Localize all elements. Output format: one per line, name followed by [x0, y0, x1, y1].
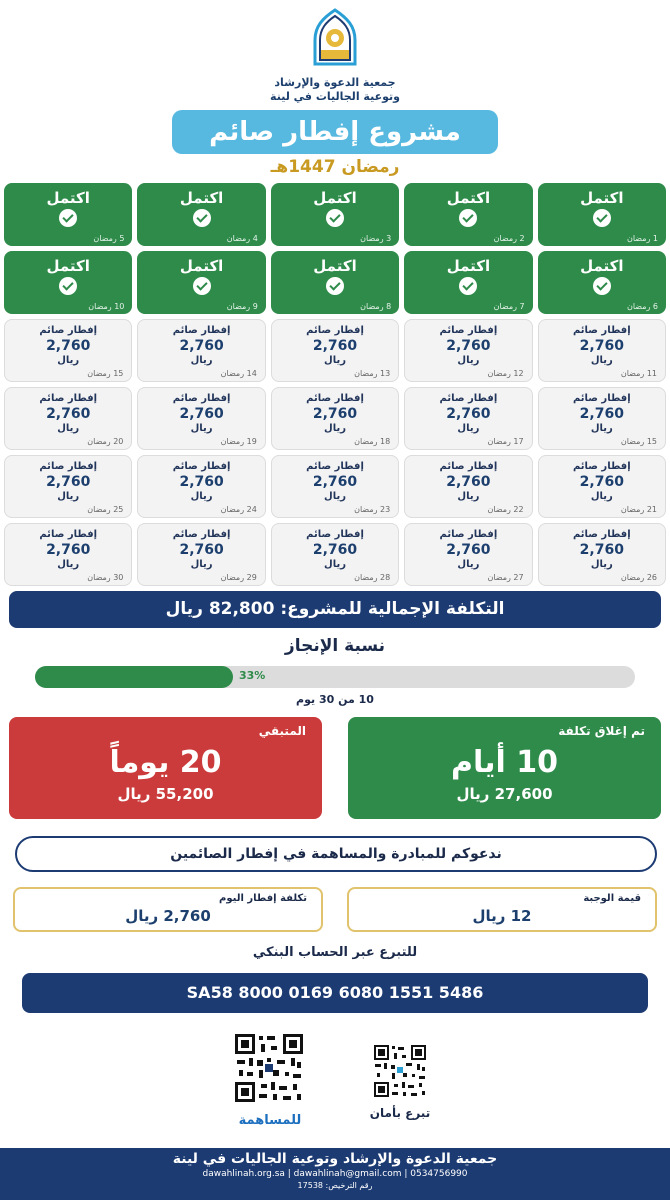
currency-label: ريال — [457, 559, 480, 570]
progress-percent: 33% — [239, 669, 266, 682]
iftar-label: إفطار صائم — [172, 461, 231, 472]
day-cell — [271, 387, 399, 450]
daily-cost-box — [13, 887, 323, 932]
iftar-label: إفطار صائم — [439, 461, 498, 472]
currency-label: ريال — [57, 355, 80, 366]
day-label: 14 رمضان — [220, 369, 257, 378]
day-label: 20 رمضان — [87, 437, 124, 446]
day-cell — [404, 183, 532, 246]
day-price: 2,760 — [446, 406, 491, 422]
day-label: 12 رمضان — [487, 369, 524, 378]
iftar-label: إفطار صائم — [572, 325, 631, 336]
iftar-label: إفطار صائم — [572, 461, 631, 472]
iftar-label: إفطار صائم — [306, 529, 364, 540]
meal-value-box — [347, 887, 657, 932]
done-label: اكتمل — [446, 257, 491, 275]
day-label: 2 رمضان — [493, 234, 525, 243]
meal-value: 12 ريال — [472, 907, 532, 925]
day-cell — [538, 455, 666, 518]
day-cell — [404, 455, 532, 518]
currency-label: ريال — [324, 559, 346, 570]
checkmark-icon — [326, 209, 344, 227]
day-price: 2,760 — [179, 542, 224, 558]
done-label: اكتمل — [313, 257, 357, 275]
checkmark-icon — [459, 277, 477, 295]
day-label: 8 رمضان — [360, 302, 392, 311]
day-cell — [538, 319, 666, 382]
day-cell — [538, 183, 666, 246]
mosque-logo-icon — [305, 8, 365, 68]
contribute-qr-code[interactable] — [233, 1032, 305, 1104]
day-label: 27 رمضان — [487, 573, 524, 582]
day-cell — [4, 455, 132, 518]
day-cell — [4, 387, 132, 450]
remaining-days-card — [9, 717, 322, 819]
iftar-label: إفطار صائم — [572, 393, 631, 404]
day-label: 19 رمضان — [220, 437, 257, 446]
day-cell — [4, 319, 132, 382]
checkmark-icon — [59, 209, 77, 227]
day-label: 25 رمضان — [87, 505, 124, 514]
checkmark-icon — [593, 277, 611, 295]
day-label: 22 رمضان — [487, 505, 524, 514]
day-price: 2,760 — [312, 406, 358, 422]
day-cell — [404, 319, 532, 382]
meal-label: قيمة الوجبة — [583, 893, 641, 904]
day-label: 23 رمضان — [354, 505, 391, 514]
day-cell — [271, 319, 399, 382]
currency-label: ريال — [190, 355, 213, 366]
currency-label: ريال — [457, 355, 480, 366]
currency-label: ريال — [324, 491, 346, 502]
days-grid — [4, 183, 666, 586]
day-label: 21 رمضان — [620, 505, 657, 514]
iftar-label: إفطار صائم — [172, 529, 231, 540]
day-cell — [137, 319, 265, 382]
day-cell — [538, 251, 666, 314]
daily-value: 2,760 ريال — [125, 907, 211, 925]
iftar-label: إفطار صائم — [439, 393, 498, 404]
currency-label: ريال — [324, 423, 346, 434]
iftar-label: إفطار صائم — [39, 325, 98, 336]
checkmark-icon — [193, 277, 211, 295]
iftar-label: إفطار صائم — [172, 325, 231, 336]
day-cell — [137, 251, 265, 314]
day-cell — [271, 455, 399, 518]
day-label: 13 رمضان — [354, 369, 391, 378]
day-label: 11 رمضان — [620, 369, 657, 378]
day-cell — [271, 183, 399, 246]
closed-amount: 27,600 ريال — [456, 785, 553, 803]
progress-sub: 10 من 30 يوم — [296, 693, 374, 706]
day-label: 10 رمضان — [88, 302, 125, 311]
day-cell — [271, 251, 399, 314]
currency-label: ريال — [190, 491, 213, 502]
day-cell — [4, 523, 132, 586]
checkmark-icon — [59, 277, 77, 295]
done-label: اكتمل — [446, 189, 491, 207]
currency-label: ريال — [590, 491, 613, 502]
day-cell — [137, 387, 265, 450]
daily-label: تكلفة إفطار اليوم — [219, 893, 307, 904]
day-label: 3 رمضان — [360, 234, 392, 243]
iftar-label: إفطار صائم — [39, 529, 98, 540]
day-cell — [404, 523, 532, 586]
day-label: 5 رمضان — [93, 234, 125, 243]
day-cell — [4, 251, 132, 314]
iftar-label: إفطار صائم — [306, 393, 364, 404]
day-price: 2,760 — [46, 542, 91, 558]
iftar-label: إفطار صائم — [39, 393, 98, 404]
iftar-label: إفطار صائم — [172, 393, 231, 404]
done-label: اكتمل — [46, 257, 90, 275]
checkmark-icon — [459, 209, 477, 227]
iftar-label: إفطار صائم — [39, 461, 98, 472]
iftar-label: إفطار صائم — [572, 529, 631, 540]
checkmark-icon — [193, 209, 211, 227]
iftar-label: إفطار صائم — [306, 461, 364, 472]
day-price: 2,760 — [446, 474, 491, 490]
day-price: 2,760 — [46, 338, 91, 354]
day-label: 9 رمضان — [226, 302, 258, 311]
closed-days-card — [348, 717, 661, 819]
day-cell — [404, 251, 532, 314]
day-cell — [137, 183, 265, 246]
day-price: 2,760 — [179, 338, 224, 354]
day-price: 2,760 — [46, 406, 91, 422]
day-price: 2,760 — [579, 542, 624, 558]
iftar-label: إفطار صائم — [439, 529, 498, 540]
closed-label: تم إغلاق تكلفة — [558, 724, 645, 738]
checkmark-icon — [326, 277, 344, 295]
day-cell — [137, 523, 265, 586]
currency-label: ريال — [324, 355, 346, 366]
page-title: مشروع إفطار صائم — [172, 110, 498, 154]
bank-label: للتبرع عبر الحساب البنكي — [252, 945, 418, 960]
remaining-days: 20 يوماً — [109, 745, 222, 780]
done-label: اكتمل — [580, 189, 624, 207]
closed-days: 10 أيام — [451, 745, 558, 780]
day-label: 28 رمضان — [354, 573, 391, 582]
day-cell — [4, 183, 132, 246]
iftar-label: إفطار صائم — [439, 325, 498, 336]
day-price: 2,760 — [312, 338, 358, 354]
day-label: 4 رمضان — [226, 234, 258, 243]
currency-label: ريال — [590, 559, 613, 570]
done-label: اكتمل — [179, 189, 224, 207]
currency-label: ريال — [590, 355, 613, 366]
currency-label: ريال — [57, 559, 80, 570]
safe-donation-label: تبرع بأمان — [369, 1106, 431, 1120]
day-price: 2,760 — [579, 474, 624, 490]
day-label: 24 رمضان — [220, 505, 257, 514]
day-label: 6 رمضان — [626, 302, 658, 311]
invitation-banner: ندعوكم للمبادرة والمساهمة في إفطار الصائمين — [15, 836, 657, 872]
progress-title: نسبة الإنجاز — [284, 636, 386, 656]
day-label: 17 رمضان — [487, 437, 524, 446]
currency-label: ريال — [57, 423, 80, 434]
day-cell — [271, 523, 399, 586]
day-label: 29 رمضان — [220, 573, 257, 582]
progress-track — [35, 666, 635, 688]
day-label: 26 رمضان — [620, 573, 657, 582]
currency-label: ريال — [190, 559, 213, 570]
done-label: اكتمل — [46, 189, 90, 207]
day-label: 15 رمضان — [87, 369, 124, 378]
currency-label: ريال — [57, 491, 80, 502]
currency-label: ريال — [590, 423, 613, 434]
page-subtitle: رمضان 1447هـ — [270, 157, 400, 177]
org-name-line1: جمعية الدعوة والإرشاد — [274, 76, 396, 89]
day-price: 2,760 — [446, 542, 491, 558]
remaining-amount: 55,200 ريال — [117, 785, 214, 803]
day-cell — [538, 523, 666, 586]
footer-org-name: جمعية الدعوة والإرشاد وتوعية الجاليات في لينة — [172, 1151, 498, 1167]
day-price: 2,760 — [179, 406, 224, 422]
day-label: 15 رمضان — [620, 437, 657, 446]
footer-contacts[interactable]: dawahlinah.org.sa | dawahlinah@gmail.com | 0534756990 — [202, 1169, 468, 1179]
remaining-label: المتبقي — [258, 724, 306, 738]
day-price: 2,760 — [179, 474, 224, 490]
done-label: اكتمل — [313, 189, 357, 207]
day-price: 2,760 — [579, 406, 624, 422]
day-label: 1 رمضان — [626, 234, 658, 243]
day-price: 2,760 — [446, 338, 491, 354]
footer — [0, 1148, 670, 1200]
day-cell — [538, 387, 666, 450]
currency-label: ريال — [457, 491, 480, 502]
day-price: 2,760 — [312, 542, 358, 558]
day-cell — [404, 387, 532, 450]
iban-number[interactable]: SA58 8000 0169 6080 1551 5486 — [22, 973, 648, 1013]
header — [0, 0, 670, 105]
day-label: 18 رمضان — [354, 437, 391, 446]
currency-label: ريال — [457, 423, 480, 434]
progress-fill — [35, 666, 233, 688]
day-cell — [137, 455, 265, 518]
currency-label: ريال — [190, 423, 213, 434]
done-label: اكتمل — [580, 257, 624, 275]
iftar-label: إفطار صائم — [306, 325, 364, 336]
total-cost-bar: التكلفة الإجمالية للمشروع: 82,800 ريال — [9, 591, 661, 628]
day-price: 2,760 — [312, 474, 358, 490]
day-label: 30 رمضان — [87, 573, 124, 582]
day-label: 7 رمضان — [493, 302, 525, 311]
done-label: اكتمل — [179, 257, 224, 275]
footer-license: رقم الترخيص: 17538 — [297, 1181, 373, 1190]
safe-donation-qr-code[interactable] — [372, 1043, 428, 1099]
day-price: 2,760 — [46, 474, 91, 490]
contribute-label: للمساهمة — [238, 1113, 302, 1128]
org-name-line2: وتوعية الجاليات في لينة — [270, 90, 400, 103]
checkmark-icon — [593, 209, 611, 227]
day-price: 2,760 — [579, 338, 624, 354]
